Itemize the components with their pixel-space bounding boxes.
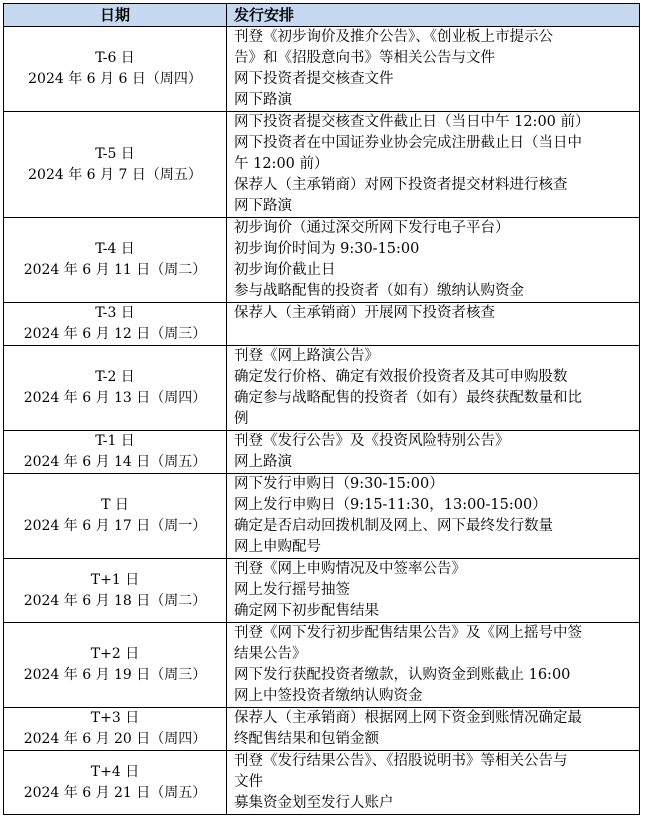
date-cell: [4, 431, 227, 474]
arrangement-line: 网上发行摇号抽签: [234, 582, 350, 598]
arrangement-line: 网下发行获配投资者缴款，认购资金到账截止 16:00: [234, 667, 571, 683]
table-row: [4, 218, 640, 303]
arrangement-cell: [227, 708, 640, 751]
calendar-date: 2024 年 6 月 7 日（周五）: [28, 166, 202, 183]
table-row: [4, 27, 640, 112]
arrangement-line: 网下发行申购日（9:30-15:00）: [234, 476, 444, 492]
date-cell: [4, 346, 227, 431]
date-cell: [4, 751, 227, 815]
calendar-date: 2024 年 6 月 11 日（周二）: [23, 262, 207, 278]
arrangement-cell: [227, 346, 640, 431]
arrangement-line: 确定是否启动回拨机制及网上、网下最终发行数量: [234, 518, 553, 534]
header-date: 日期: [4, 4, 227, 27]
arrangement-line: 保荐人（主承销商）对网下投资者提交材料进行核查: [234, 177, 568, 193]
trading-day-label: T+1 日: [90, 571, 140, 588]
arrangement-line: 网上中签投资者缴纳认购资金: [234, 688, 423, 704]
arrangement-line: 结果公告》: [234, 646, 307, 662]
date-cell: [4, 27, 227, 112]
arrangement-line: 网下投资者提交核查文件截止日（当日中午 12:00 前）: [234, 114, 590, 130]
arrangement-cell: [227, 112, 640, 218]
date-cell: [4, 218, 227, 303]
date-cell: [4, 559, 227, 623]
table-row: [4, 474, 640, 559]
table-row: [4, 431, 640, 474]
trading-day-label: T-6 日: [95, 50, 135, 66]
trading-day-label: T+3 日: [90, 710, 140, 726]
calendar-date: 2024 年 6 月 13 日（周四）: [23, 390, 207, 406]
arrangement-cell: [227, 218, 640, 303]
date-cell: [4, 303, 227, 346]
arrangement-line: 网下路演: [234, 92, 292, 108]
trading-day-label: T 日: [101, 497, 129, 513]
arrangement-line: 保荐人（主承销商）开展网下投资者核查: [234, 305, 495, 321]
table-row: [4, 346, 640, 431]
arrangement-line: 刊登《初步询价及推介公告》、《创业板上市提示公: [234, 29, 553, 45]
calendar-date: 2024 年 6 月 17 日（周一）: [23, 518, 207, 534]
table-row: [4, 708, 640, 751]
issuance-schedule-table: [3, 3, 640, 815]
table-header-row: [4, 4, 640, 27]
arrangement-line: 刊登《发行结果公告》、《招股说明书》等相关公告与: [234, 753, 568, 769]
arrangement-line: 确定发行价格、确定有效报价投资者及其可申购股数: [234, 369, 568, 385]
arrangement-line: 刊登《网上路演公告》: [234, 348, 379, 364]
arrangement-cell: [227, 27, 640, 112]
calendar-date: 2024 年 6 月 14 日（周五）: [23, 454, 207, 470]
date-cell: [4, 623, 227, 708]
trading-day-label: T-1 日: [95, 433, 135, 449]
calendar-date: 2024 年 6 月 18 日（周二）: [23, 592, 207, 609]
arrangement-line: 刊登《发行公告》及《投资风险特别公告》: [234, 433, 510, 449]
date-cell: [4, 708, 227, 751]
arrangement-line: 午 12:00 前）: [234, 156, 329, 172]
schedule-table-wrapper: [3, 3, 645, 815]
trading-day-label: T-5 日: [95, 145, 135, 162]
arrangement-cell: [227, 559, 640, 623]
arrangement-line: 终配售结果和包销金额: [234, 731, 379, 747]
date-cell: [4, 112, 227, 218]
arrangement-line: 刊登《网上申购情况及中签率公告》: [234, 561, 466, 577]
calendar-date: 2024 年 6 月 19 日（周三）: [23, 667, 207, 683]
arrangement-line: 初步询价截止日: [234, 262, 336, 278]
arrangement-line: 网上路演: [234, 454, 292, 470]
arrangement-line: 网上发行申购日（9:15-11:30，13:00-15:00）: [234, 497, 547, 513]
arrangement-line: 网上申购配号: [234, 539, 321, 555]
trading-day-label: T-4 日: [95, 241, 135, 257]
arrangement-cell: [227, 474, 640, 559]
table-row: [4, 623, 640, 708]
arrangement-line: 文件: [234, 774, 263, 790]
trading-day-label: T+4 日: [90, 763, 140, 780]
arrangement-line: 参与战略配售的投资者（如有）缴纳认购资金: [234, 283, 524, 299]
arrangement-line: 确定网下初步配售结果: [234, 603, 379, 619]
arrangement-line: 网下投资者提交核查文件: [234, 71, 394, 87]
arrangement-cell: [227, 623, 640, 708]
trading-day-label: T-2 日: [95, 369, 135, 385]
arrangement-cell: [227, 431, 640, 474]
arrangement-cell: [227, 303, 640, 346]
arrangement-line: 例: [234, 411, 249, 427]
calendar-date: 2024 年 6 月 12 日（周三）: [23, 326, 207, 342]
calendar-date: 2024 年 6 月 6 日（周四）: [28, 71, 202, 87]
arrangement-line: 刊登《网下发行初步配售结果公告》及《网上摇号中签: [234, 625, 582, 641]
table-row: [4, 559, 640, 623]
table-row: [4, 112, 640, 218]
arrangement-cell: [227, 751, 640, 815]
arrangement-line: 保荐人（主承销商）根据网上网下资金到账情况确定最: [234, 710, 582, 726]
arrangement-line: 募集资金划至发行人账户: [234, 795, 394, 811]
trading-day-label: T+2 日: [90, 646, 140, 662]
calendar-date: 2024 年 6 月 20 日（周四）: [23, 731, 207, 747]
calendar-date: 2024 年 6 月 21 日（周五）: [23, 784, 207, 801]
table-row: [4, 303, 640, 346]
table-body: [4, 27, 640, 815]
arrangement-line: 初步询价时间为 9:30-15:00: [234, 241, 420, 257]
arrangement-line: 网下投资者在中国证券业协会完成注册截止日（当日中: [234, 135, 582, 151]
trading-day-label: T-3 日: [95, 305, 135, 321]
arrangement-line: 确定参与战略配售的投资者（如有）最终获配数量和比: [234, 390, 582, 406]
date-cell: [4, 474, 227, 559]
arrangement-line: 告》和《招股意向书》等相关公告与文件: [234, 50, 495, 66]
arrangement-line: 网下路演: [234, 198, 292, 214]
header-arrangement: 发行安排: [227, 4, 640, 27]
arrangement-line: 初步询价（通过深交所网下发行电子平台）: [234, 220, 510, 236]
table-row: [4, 751, 640, 815]
